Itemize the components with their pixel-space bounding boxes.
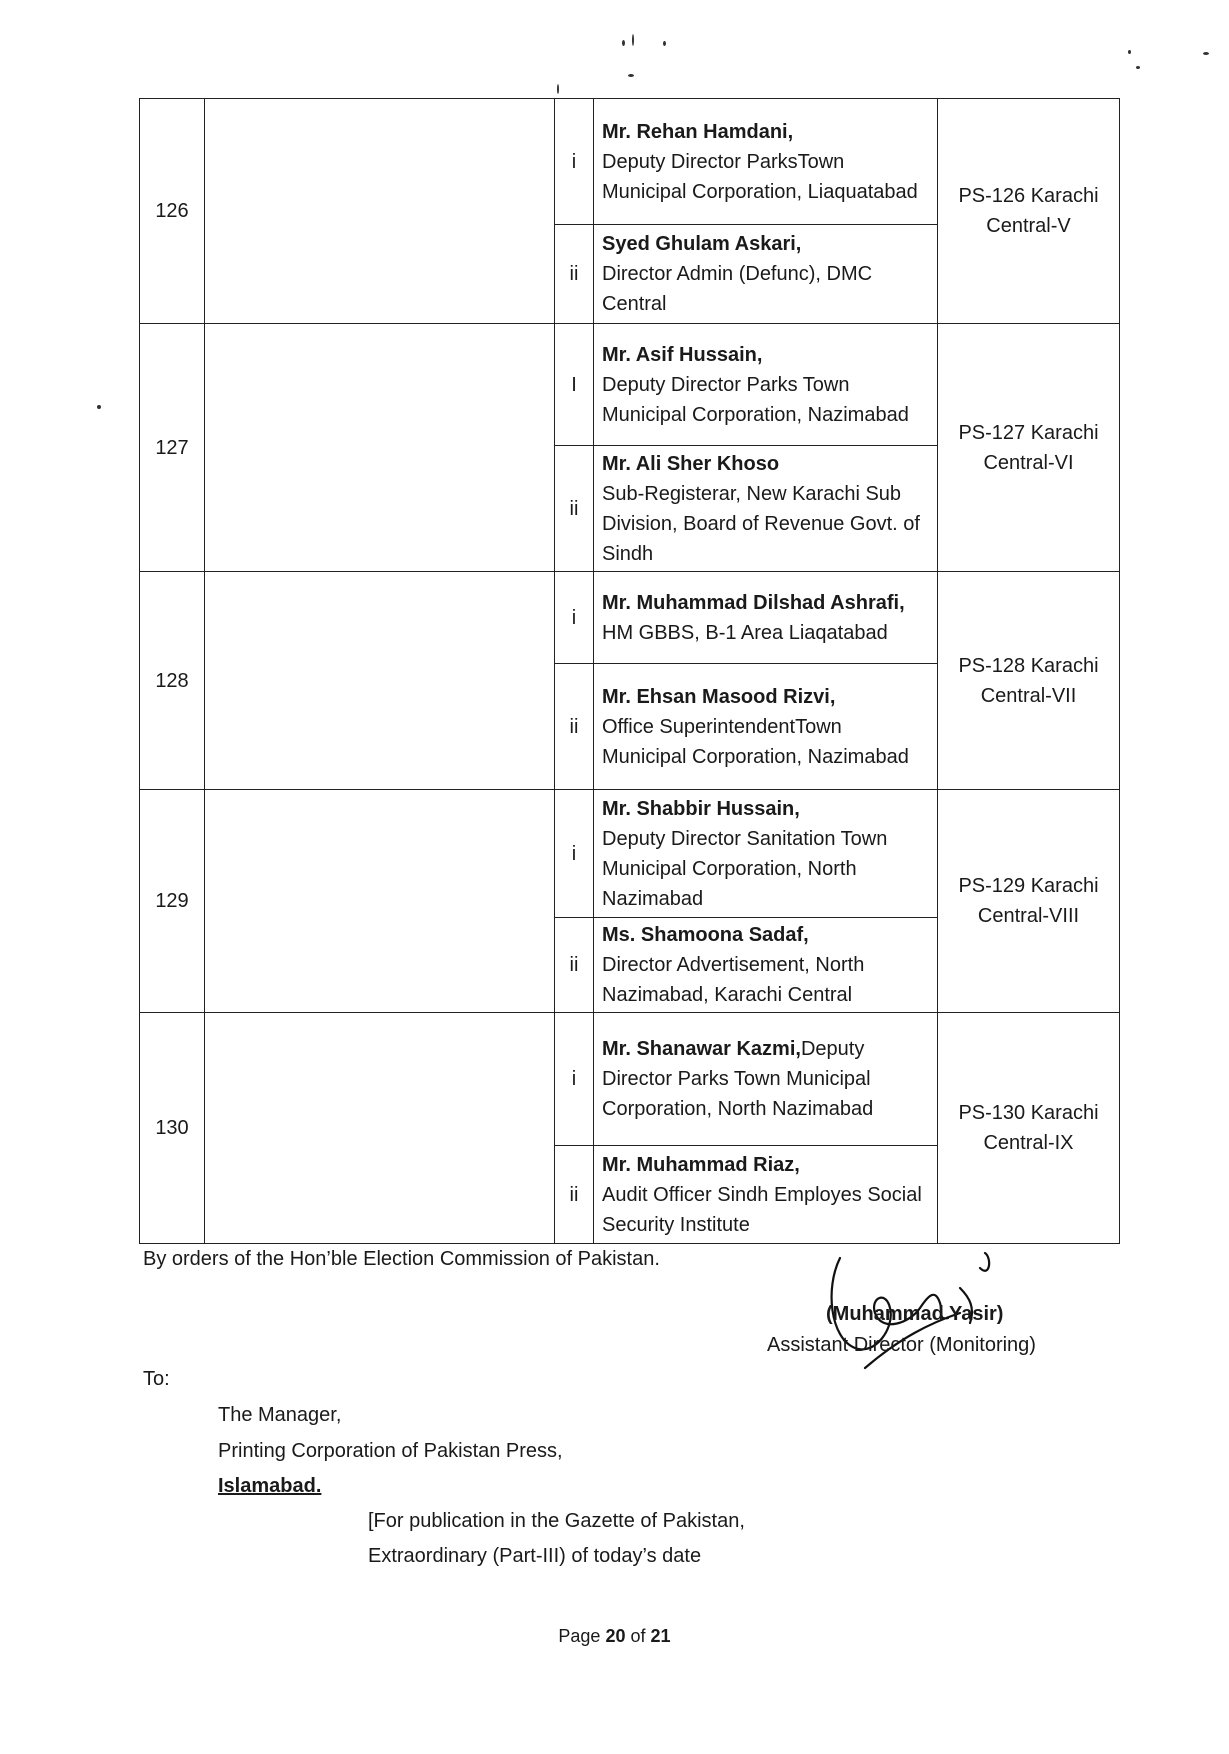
officer-index: I [555, 324, 594, 446]
officer-table [139, 98, 1120, 1244]
page-sep: of [630, 1626, 646, 1646]
officer-cell [594, 664, 938, 790]
officer-name: Mr. Rehan Hamdani, [602, 120, 794, 143]
serial-number: 126 [140, 99, 205, 324]
scan-speck [628, 74, 634, 77]
officer-designation: Sub-Registerar, New Karachi Sub Division, Board of Revenue Govt. of Sindh [602, 482, 920, 565]
officer-designation: Director Admin (Defunc), DMC Central [602, 263, 873, 315]
officer-designation: Director Advertisement, North Nazimabad, Karachi Central [602, 954, 865, 1006]
signatory-designation: Assistant Director (Monitoring) [767, 1334, 1036, 1356]
constituency: PS-128 Karachi Central-VII [938, 572, 1120, 790]
page-label: Page [558, 1626, 601, 1646]
constituency: PS-129 Karachi Central-VIII [938, 790, 1120, 1013]
scan-speck [663, 41, 666, 46]
officer-designation: Deputy Director Parks Town Municipal Corporation, Nazimabad [602, 373, 909, 426]
officer-index: ii [555, 664, 594, 790]
serial-number: 129 [140, 790, 205, 1013]
scan-speck [557, 84, 559, 94]
officer-designation: Deputy Director Sanitation Town Municipal Corporation, North Nazimabad [602, 827, 888, 910]
scan-speck [97, 405, 101, 409]
current-page: 20 [605, 1626, 626, 1646]
officer-name: Mr. Asif Hussain, [602, 343, 763, 366]
constituency: PS-130 Karachi Central-IX [938, 1013, 1120, 1244]
addressee-line: The Manager, [218, 1404, 342, 1426]
officer-index: ii [555, 446, 594, 572]
scan-speck [1128, 50, 1131, 54]
officer-designation: HM GBBS, B-1 Area Liaqatabad [602, 621, 888, 644]
blank-cell [205, 790, 555, 1013]
addressee-line: Printing Corporation of Pakistan Press, [218, 1440, 563, 1462]
blank-cell [205, 99, 555, 324]
table-row [140, 324, 1120, 446]
officer-name: Mr. Muhammad Riaz, [602, 1153, 800, 1176]
officer-cell [594, 324, 938, 446]
serial-number: 128 [140, 572, 205, 790]
officer-name: Ms. Shamoona Sadaf, [602, 924, 809, 946]
officer-name: Mr. Shabbir Hussain, [602, 797, 800, 820]
scan-speck [1203, 52, 1209, 55]
scan-speck [622, 40, 625, 46]
scan-speck [632, 34, 634, 46]
officer-index: ii [555, 225, 594, 324]
officer-cell [594, 918, 938, 1013]
addressee-city: Islamabad. [218, 1475, 322, 1497]
blank-cell [205, 324, 555, 572]
blank-cell [205, 572, 555, 790]
officer-cell [594, 225, 938, 324]
officer-index: i [555, 790, 594, 918]
officer-name-designation [602, 1034, 929, 1124]
officer-name: Mr. Ehsan Masood Rizvi, [602, 685, 836, 708]
scan-speck [1136, 66, 1140, 69]
officer-cell [594, 446, 938, 572]
officer-index: i [555, 99, 594, 225]
officer-index: ii [555, 1146, 594, 1244]
officer-cell [594, 1013, 938, 1146]
signatory-name: (Muhammad Yasir) [826, 1303, 1004, 1325]
table-row [140, 99, 1120, 225]
publication-note: Extraordinary (Part-III) of today’s date [368, 1545, 702, 1567]
officer-cell [594, 790, 938, 918]
serial-number: 127 [140, 324, 205, 572]
officer-designation: Office SuperintendentTown Municipal Corporation, Nazimabad [602, 715, 909, 768]
officer-name: Syed Ghulam Askari, [602, 233, 802, 255]
officer-designation: Audit Officer Sindh Employes Social Security Institute [602, 1183, 922, 1236]
officer-designation: Deputy Director Parks Town Municipal Corporation, North Nazimabad [602, 1038, 874, 1120]
total-pages: 21 [650, 1626, 671, 1646]
officer-designation: Deputy Director ParksTown Municipal Corporation, Liaquatabad [602, 150, 918, 203]
officer-index: i [555, 572, 594, 664]
constituency: PS-127 Karachi Central-VI [938, 324, 1120, 572]
officer-index: ii [555, 918, 594, 1013]
constituency: PS-126 Karachi Central-V [938, 99, 1120, 324]
closing-statement: By orders of the Hon’ble Election Commission of Pakistan. [143, 1248, 660, 1270]
page-number [0, 1626, 1229, 1647]
to-label: To: [143, 1368, 170, 1390]
officer-cell [594, 99, 938, 225]
publication-note: [For publication in the Gazette of Pakistan, [368, 1510, 745, 1532]
officer-cell [594, 572, 938, 664]
officer-name: Mr. Ali Sher Khoso [602, 452, 780, 475]
table-row [140, 1013, 1120, 1146]
table-row [140, 790, 1120, 918]
officer-index: i [555, 1013, 594, 1146]
table-row [140, 572, 1120, 664]
serial-number: 130 [140, 1013, 205, 1244]
blank-cell [205, 1013, 555, 1244]
officer-name: Mr. Shanawar Kazmi, [602, 1038, 801, 1060]
officer-name: Mr. Muhammad Dilshad Ashrafi, [602, 591, 905, 614]
